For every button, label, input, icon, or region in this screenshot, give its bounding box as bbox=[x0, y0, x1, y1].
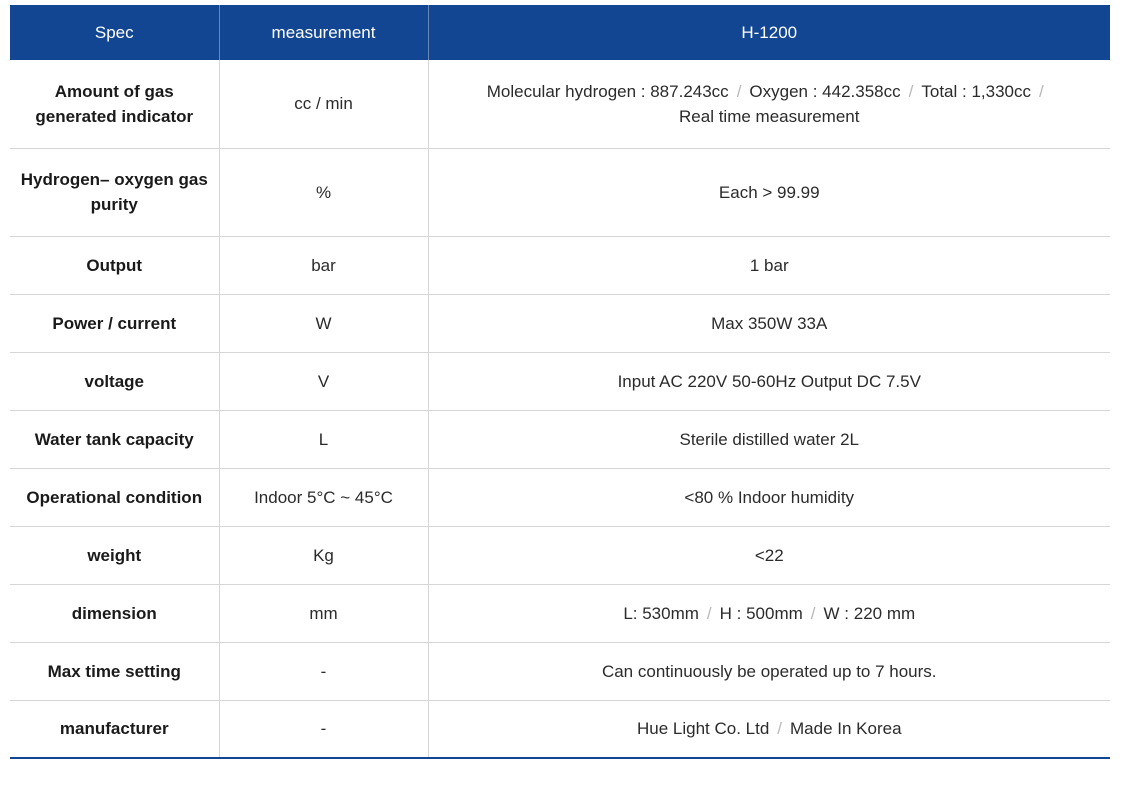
table-row bbox=[10, 60, 1110, 148]
unit-cell: % bbox=[219, 148, 428, 236]
value-part: Hue Light Co. Ltd bbox=[636, 719, 770, 739]
unit-cell: V bbox=[219, 352, 428, 410]
unit-cell: Indoor 5°C ~ 45°C bbox=[219, 468, 428, 526]
value-cell: Sterile distilled water 2L bbox=[428, 410, 1110, 468]
value-cell: Max 350W 33A bbox=[428, 294, 1110, 352]
separator: / bbox=[908, 81, 914, 101]
table-row bbox=[10, 700, 1110, 758]
value-cell bbox=[428, 60, 1110, 148]
unit-cell: - bbox=[219, 700, 428, 758]
value-cell: <22 bbox=[428, 526, 1110, 584]
table-row bbox=[10, 236, 1110, 294]
separator: / bbox=[1039, 81, 1044, 101]
spec-cell: Amount of gas generated indicator bbox=[10, 60, 219, 148]
value-part: Real time measurement bbox=[679, 106, 860, 126]
spec-table bbox=[10, 5, 1110, 759]
unit-cell: L bbox=[219, 410, 428, 468]
table-row bbox=[10, 642, 1110, 700]
unit-cell: W bbox=[219, 294, 428, 352]
value-part: Made In Korea bbox=[790, 719, 902, 739]
value-part: Oxygen : 442.358cc bbox=[749, 81, 901, 101]
header-row bbox=[10, 5, 1110, 60]
spec-cell: Power / current bbox=[10, 294, 219, 352]
spec-cell: manufacturer bbox=[10, 700, 219, 758]
value-part: Molecular hydrogen : 887.243cc bbox=[486, 81, 729, 101]
table-row bbox=[10, 526, 1110, 584]
separator: / bbox=[736, 81, 742, 101]
unit-cell: Kg bbox=[219, 526, 428, 584]
table-row bbox=[10, 352, 1110, 410]
unit-cell: - bbox=[219, 642, 428, 700]
value-cell bbox=[428, 700, 1110, 758]
unit-cell: mm bbox=[219, 584, 428, 642]
unit-cell: bar bbox=[219, 236, 428, 294]
value-cell: Input AC 220V 50-60Hz Output DC 7.5V bbox=[428, 352, 1110, 410]
value-cell: <80 % Indoor humidity bbox=[428, 468, 1110, 526]
header-measurement: measurement bbox=[219, 5, 428, 60]
spec-cell: Water tank capacity bbox=[10, 410, 219, 468]
spec-cell: dimension bbox=[10, 584, 219, 642]
value-part: Total : 1,330cc bbox=[921, 81, 1031, 101]
separator: / bbox=[777, 719, 783, 739]
spec-cell: Max time setting bbox=[10, 642, 219, 700]
header-model: H-1200 bbox=[428, 5, 1110, 60]
spec-cell: weight bbox=[10, 526, 219, 584]
table-body bbox=[10, 60, 1110, 758]
spec-cell: voltage bbox=[10, 352, 219, 410]
value-part: W : 220 mm bbox=[823, 603, 916, 623]
table-row bbox=[10, 410, 1110, 468]
table-header bbox=[10, 5, 1110, 60]
header-spec: Spec bbox=[10, 5, 219, 60]
spec-table-container bbox=[10, 5, 1110, 759]
table-row bbox=[10, 148, 1110, 236]
table-row bbox=[10, 468, 1110, 526]
spec-cell: Hydrogen– oxygen gas purity bbox=[10, 148, 219, 236]
table-row bbox=[10, 584, 1110, 642]
spec-cell: Output bbox=[10, 236, 219, 294]
separator: / bbox=[810, 603, 816, 623]
value-cell bbox=[428, 584, 1110, 642]
table-row bbox=[10, 294, 1110, 352]
value-cell: 1 bar bbox=[428, 236, 1110, 294]
separator: / bbox=[706, 603, 712, 623]
value-part: L: 530mm bbox=[623, 603, 699, 623]
value-cell: Each > 99.99 bbox=[428, 148, 1110, 236]
value-part: H : 500mm bbox=[719, 603, 803, 623]
unit-cell: cc / min bbox=[219, 60, 428, 148]
value-cell: Can continuously be operated up to 7 hours. bbox=[428, 642, 1110, 700]
spec-cell: Operational condition bbox=[10, 468, 219, 526]
